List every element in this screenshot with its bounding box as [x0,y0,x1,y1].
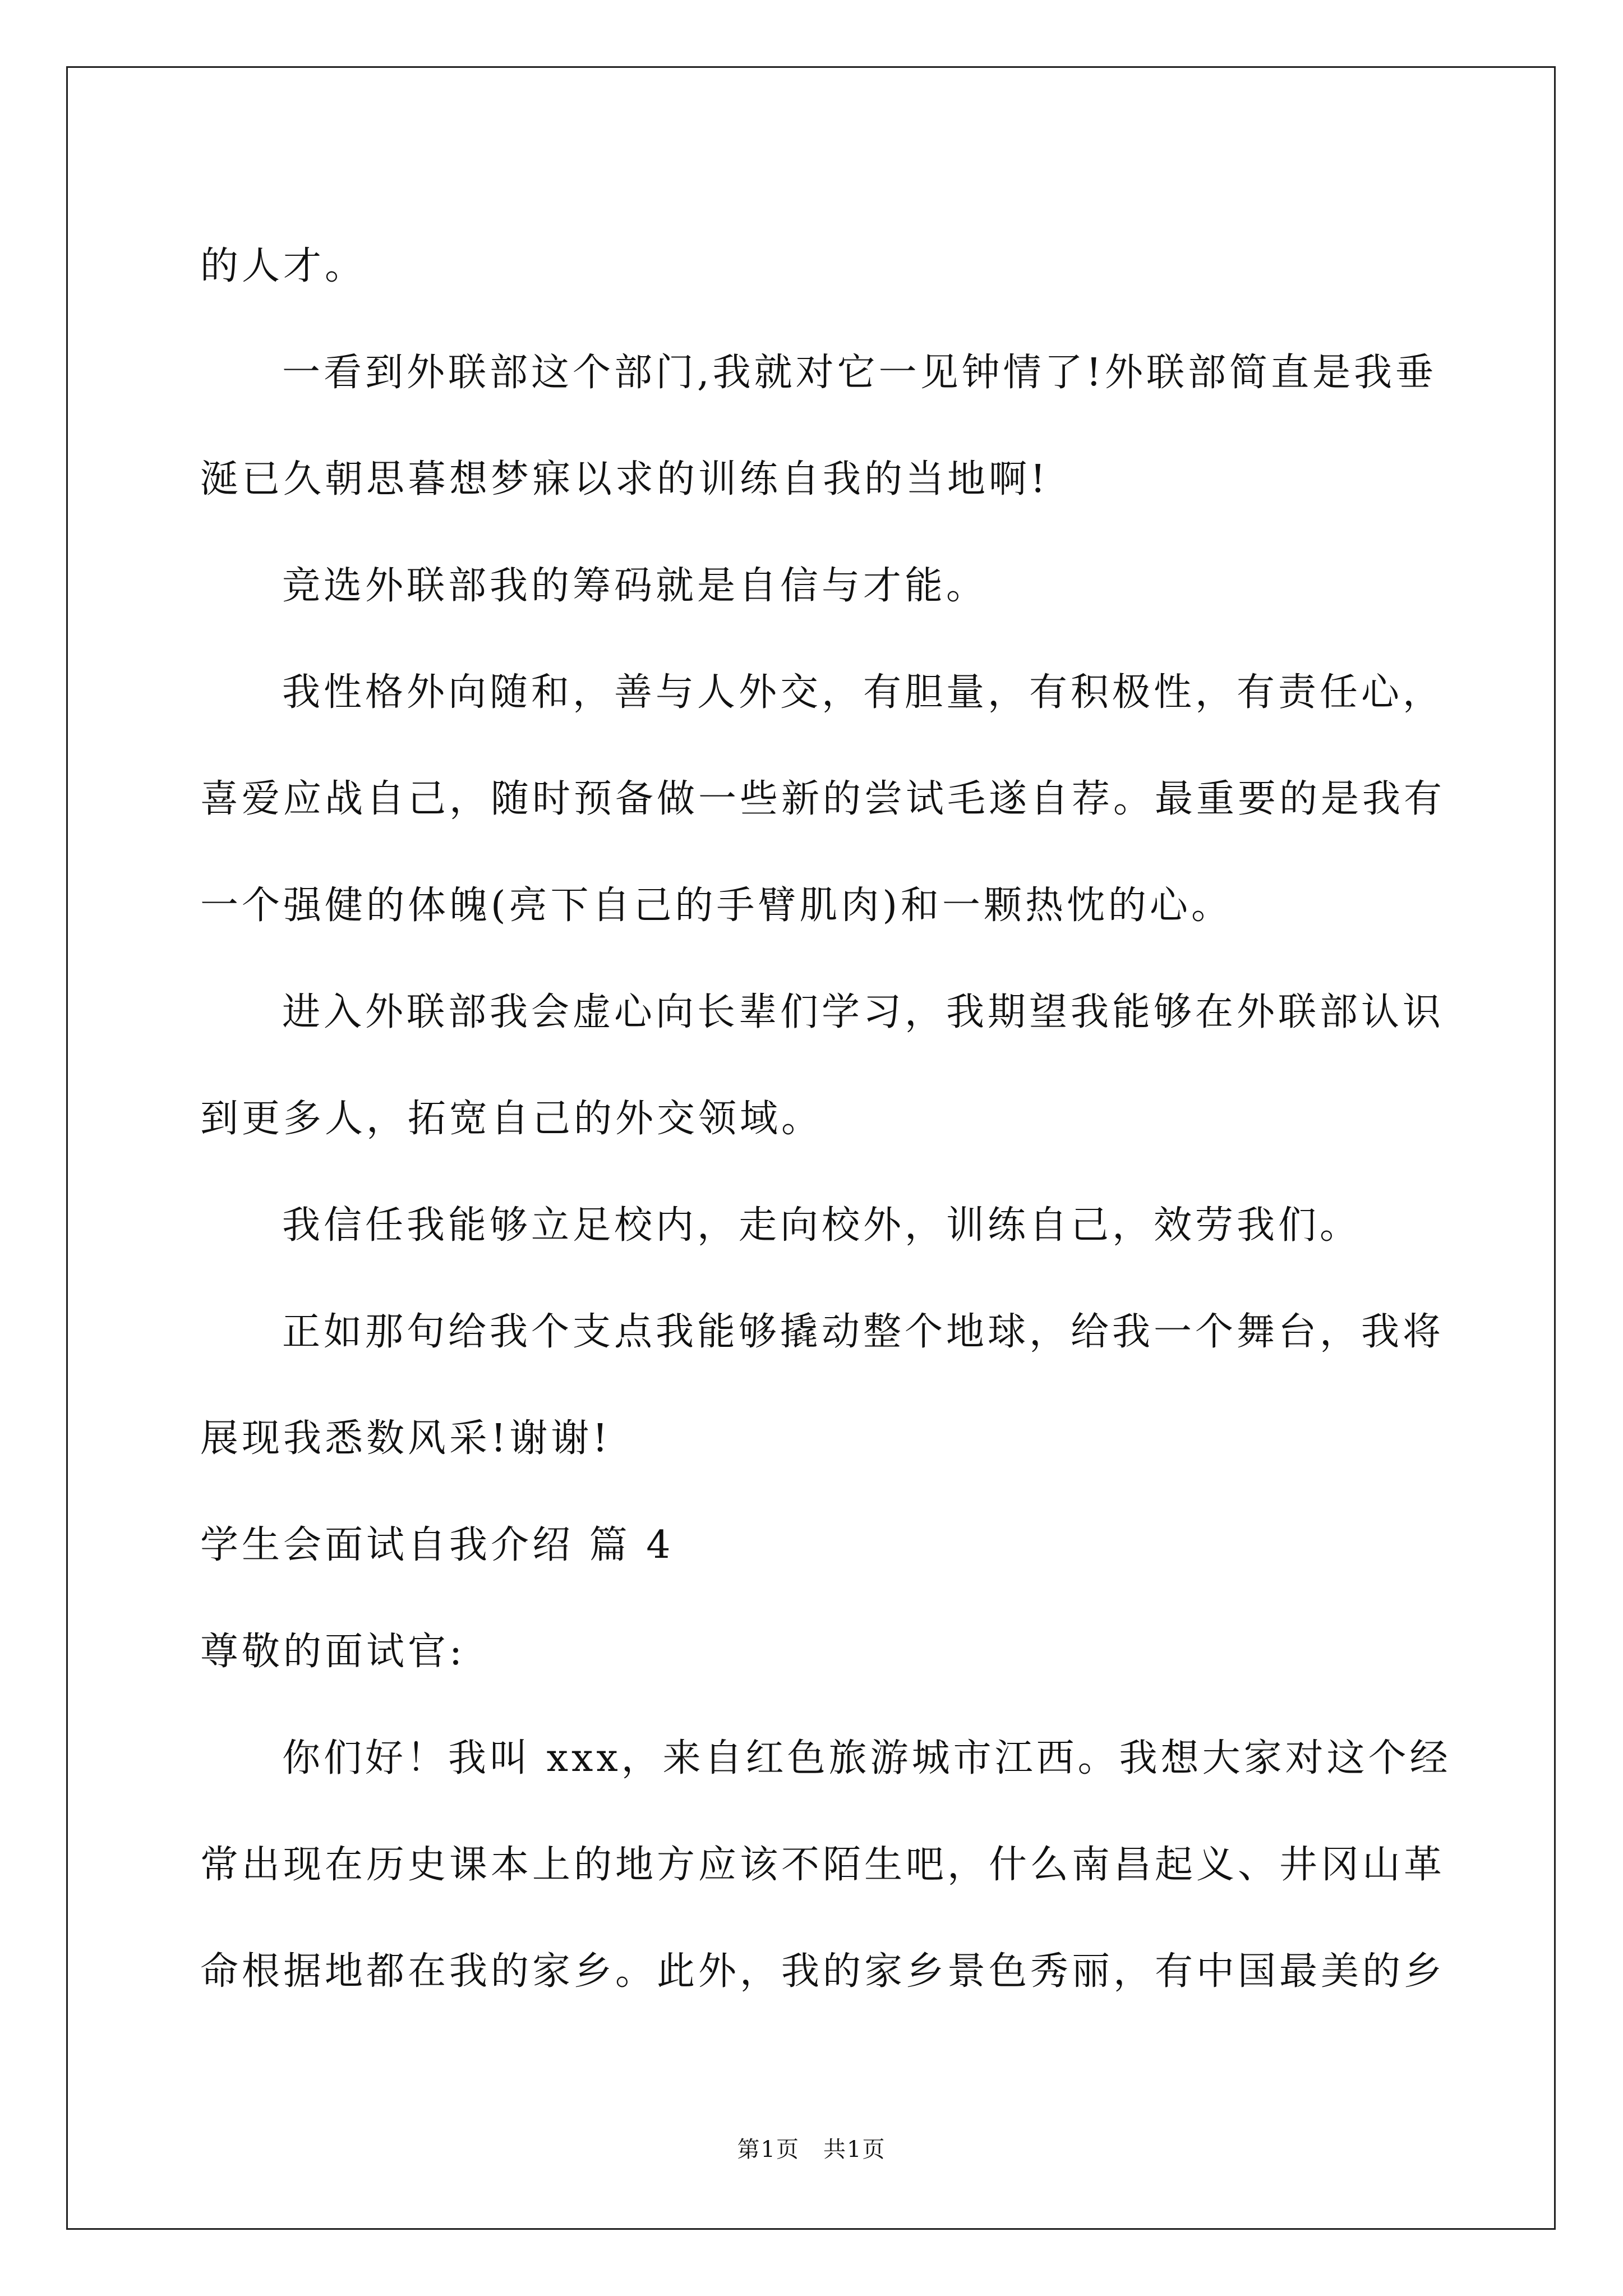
page-number-footer: 第1页 共1页 [737,2137,886,2162]
paragraph-line-2: 一看到外联部这个部门,我就对它一见钟情了!外联部简直是我垂 [282,351,1437,395]
paragraph-line-5: 我性格外向随和，善与人外交，有胆量，有积极性，有责任心， [282,670,1445,715]
salutation: 尊敬的面试官: [200,1630,465,1674]
document-body [200,213,1451,2025]
section-heading: 学生会面试自我介绍 篇 4 [200,1523,674,1567]
paragraph-line-12: 展现我悉数风采!谢谢! [200,1416,611,1461]
paragraph-line-1: 的人才。 [200,244,367,288]
paragraph-line-16: 常出现在历史课本上的地方应该不陌生吧，什么南昌起义、井冈山革 [200,1843,1446,1887]
paragraph-line-15: 你们好！我叫 xxx，来自红色旅游城市江西。我想大家对这个经 [282,1736,1451,1780]
paragraph-line-9: 到更多人，拓宽自己的外交领域。 [200,1097,823,1141]
paragraph-line-3: 涎已久朝思暮想梦寐以求的训练自我的当地啊! [200,457,1049,501]
paragraph-line-11: 正如那句给我个支点我能够撬动整个地球，给我一个舞台，我将 [282,1310,1445,1354]
paragraph-line-6: 喜爱应战自己，随时预备做一些新的尝试毛遂自荐。最重要的是我有 [200,777,1446,821]
paragraph-line-17: 命根据地都在我的家乡。此外，我的家乡景色秀丽，有中国最美的乡 [200,1949,1446,1994]
paragraph-line-10: 我信任我能够立足校内，走向校外，训练自己，效劳我们。 [282,1203,1362,1248]
paragraph-line-8: 进入外联部我会虚心向长辈们学习，我期望我能够在外联部认识 [282,990,1445,1034]
paragraph-line-4: 竞选外联部我的筹码就是自信与才能。 [282,564,988,608]
paragraph-line-7: 一个强健的体魄(亮下自己的手臂肌肉)和一颗热忱的心。 [200,884,1233,928]
